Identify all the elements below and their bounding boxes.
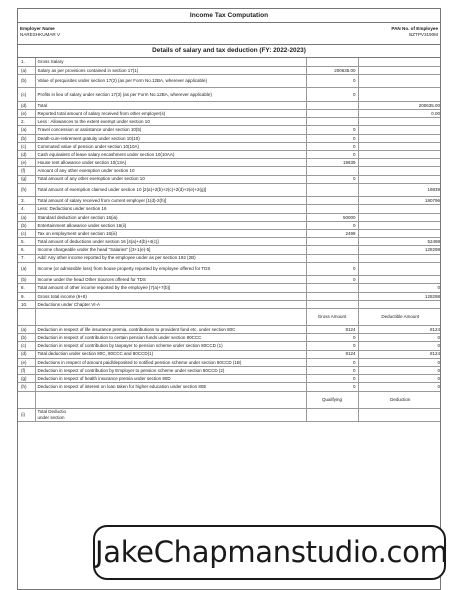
header-qualifying: Qualifying bbox=[306, 391, 358, 408]
row-gross-amount: 0 bbox=[306, 334, 358, 342]
table-row bbox=[18, 197, 441, 205]
table-row bbox=[18, 334, 441, 342]
row-number: (f) bbox=[18, 167, 35, 175]
row-description: Reported total amount of salary received from other employer(s) bbox=[35, 110, 306, 118]
row-gross-amount bbox=[306, 284, 358, 292]
row-deductible-amount bbox=[358, 167, 441, 175]
row-number: 6. bbox=[18, 246, 35, 254]
row-gross-amount: 8124 bbox=[306, 326, 358, 334]
row-gross-amount bbox=[306, 254, 358, 262]
row-description: Total deduction under section 80C, 80CCC and 80CCD(1) bbox=[35, 350, 306, 358]
watermark-banner: JakeChapmanstudio.com bbox=[93, 525, 446, 580]
row-description: Add: Any other income reported by the employee under as per section 192 (2B) bbox=[35, 254, 306, 262]
row-number: (c) bbox=[18, 88, 35, 102]
row-number: 4. bbox=[18, 205, 35, 213]
row-gross-amount: 0 bbox=[306, 126, 358, 134]
row-deductible-amount: 200635.00 bbox=[358, 101, 441, 109]
row-deductible-amount bbox=[358, 230, 441, 238]
table-row bbox=[18, 284, 441, 292]
table-row bbox=[18, 134, 441, 142]
row-gross-amount: 0 bbox=[306, 358, 358, 366]
row-gross-amount bbox=[306, 238, 358, 246]
table-row bbox=[18, 326, 441, 334]
row-deductible-amount bbox=[358, 66, 441, 74]
row-description: Entertainment allowance under section 16(ii) bbox=[35, 221, 306, 229]
table-row bbox=[18, 276, 441, 284]
row-description: Tax on employment under section 16(iii) bbox=[35, 230, 306, 238]
row-description: Total amount of exemption claimed under section 10 [2(a)+2(b)+2(c)+2(d)+2(e)+2(g)] bbox=[35, 183, 306, 197]
pan-block bbox=[391, 26, 438, 38]
row-deductible-amount bbox=[358, 159, 441, 167]
row-description: Deductions under Chapter VI-A bbox=[35, 300, 306, 308]
row-gross-amount bbox=[306, 300, 358, 308]
header-blank bbox=[35, 391, 306, 408]
row-deductible-amount bbox=[358, 205, 441, 213]
partial-line: Total Deductio bbox=[37, 409, 67, 415]
row-number: (h) bbox=[18, 383, 35, 391]
row-deductible-amount bbox=[358, 74, 441, 88]
row-description: Deduction in respect of contribution to certain pension funds under section 80CCC bbox=[35, 334, 306, 342]
row-number: (c) bbox=[18, 342, 35, 350]
row-number: (d) bbox=[18, 101, 35, 109]
row-number: (e) bbox=[18, 159, 35, 167]
salary-table-bottom bbox=[18, 326, 441, 392]
table-row bbox=[18, 110, 441, 118]
row-description: Total amount of deductions under section 16 [4(a)+4(b)+4(c)] bbox=[35, 238, 306, 246]
section-title: Details of salary and tax deduction (FY: 2022-2023) bbox=[18, 45, 440, 58]
row-deductible-amount bbox=[358, 126, 441, 134]
row-gross-amount: 0 bbox=[306, 74, 358, 88]
row-amount bbox=[306, 408, 358, 422]
deduction-header bbox=[18, 309, 441, 326]
row-number: (b) bbox=[18, 276, 35, 284]
row-number: (f) bbox=[18, 366, 35, 374]
table-row bbox=[18, 342, 441, 350]
row-number: (e) bbox=[18, 110, 35, 118]
row-description: Commuted value of pension under section 10(10A) bbox=[35, 142, 306, 150]
row-deductible-amount bbox=[358, 276, 441, 284]
row-number: (d) bbox=[18, 350, 35, 358]
table-row bbox=[18, 159, 441, 167]
row-number: (b) bbox=[18, 134, 35, 142]
row-deductible-amount bbox=[358, 213, 441, 221]
row-description: Profits in lieu of salary under section 17(3) (as per Form No.12BA, wherever applicable) bbox=[35, 88, 306, 102]
row-number: 7. bbox=[18, 254, 35, 262]
row-description: Income under the head Other Sources offered for TDS bbox=[35, 276, 306, 284]
row-gross-amount: 0 bbox=[306, 151, 358, 159]
row-gross-amount: 200635.00 bbox=[306, 66, 358, 74]
table-row bbox=[18, 74, 441, 88]
row-gross-amount bbox=[306, 110, 358, 118]
row-deductible-amount: 8124 bbox=[358, 350, 441, 358]
table-row bbox=[18, 300, 441, 308]
row-number: (c) bbox=[18, 142, 35, 150]
row-gross-amount: 0 bbox=[306, 276, 358, 284]
row-gross-amount: 0 bbox=[306, 88, 358, 102]
row-description: Value of perquisites under section 17(2) (as per Form No.12BA, wherever applicable) bbox=[35, 74, 306, 88]
row-number: 9. bbox=[18, 292, 35, 300]
table-row bbox=[18, 375, 441, 383]
row-deductible-amount: 128298 bbox=[358, 292, 441, 300]
table-row bbox=[18, 205, 441, 213]
row-description: Deduction in respect of contribution by Employer to pension scheme under section 80CCD (2) bbox=[35, 366, 306, 374]
row-description: Deductions in respect of amount paid/deposited to notified pension scheme under section 80CCD (1B) bbox=[35, 358, 306, 366]
table-row bbox=[18, 58, 441, 66]
row-number: 3. bbox=[18, 197, 35, 205]
row-number: (a) bbox=[18, 66, 35, 74]
employee-info-row bbox=[18, 23, 440, 45]
row-gross-amount: 0 bbox=[306, 366, 358, 374]
row-gross-amount bbox=[306, 183, 358, 197]
row-description: Cash equivalent of leave salary encashment under section 10(10AA) bbox=[35, 151, 306, 159]
row-number: 8. bbox=[18, 284, 35, 292]
row-deductible-amount bbox=[358, 262, 441, 276]
row-description: Salary as per provisions contained in section 17(1) bbox=[35, 66, 306, 74]
table-row bbox=[18, 142, 441, 150]
row-gross-amount bbox=[306, 167, 358, 175]
row-description: Gross total income (6+8) bbox=[35, 292, 306, 300]
row-description: Deduction in respect of health insurance premia under section 80D bbox=[35, 375, 306, 383]
header-gross-amount: Gross Amount bbox=[306, 309, 358, 326]
row-deductible-amount: 0 bbox=[358, 375, 441, 383]
row-deductible-amount bbox=[358, 151, 441, 159]
table-row bbox=[18, 175, 441, 183]
header-blank bbox=[18, 309, 35, 326]
row-number: (a) bbox=[18, 126, 35, 134]
row-gross-amount: 0 bbox=[306, 175, 358, 183]
row-number: (c) bbox=[18, 230, 35, 238]
row-description: Death-cum-retirement gratuity under section 10(10) bbox=[35, 134, 306, 142]
table-row bbox=[18, 366, 441, 374]
row-deductible-amount: 180796 bbox=[358, 197, 441, 205]
table-row bbox=[18, 350, 441, 358]
row-deductible-amount: 0 bbox=[358, 366, 441, 374]
row-deductible-amount: 8124 bbox=[358, 326, 441, 334]
row-amount bbox=[358, 408, 441, 422]
employer-name: NARESHKUMAR V bbox=[20, 32, 61, 37]
row-description: Total amount of salary received from current employer [1(d)-2(h)] bbox=[35, 197, 306, 205]
table-row bbox=[18, 221, 441, 229]
table-row bbox=[18, 230, 441, 238]
row-deductible-amount bbox=[358, 221, 441, 229]
row-gross-amount: 0 bbox=[306, 142, 358, 150]
row-gross-amount bbox=[306, 292, 358, 300]
row-number: (a) bbox=[18, 262, 35, 276]
row-deductible-amount: 19839 bbox=[358, 183, 441, 197]
row-number: 5. bbox=[18, 238, 35, 246]
row-gross-amount bbox=[306, 197, 358, 205]
row-gross-amount bbox=[306, 101, 358, 109]
row-number: (a) bbox=[18, 213, 35, 221]
row-deductible-amount: 52498 bbox=[358, 238, 441, 246]
row-description: Travel concession or assistance under section 10(5) bbox=[35, 126, 306, 134]
row-gross-amount: 2498 bbox=[306, 230, 358, 238]
header-deductible-amount: Deductible Amount bbox=[358, 309, 441, 326]
partial-rows bbox=[18, 391, 441, 422]
row-deductible-amount bbox=[358, 300, 441, 308]
table-row bbox=[18, 254, 441, 262]
row-number: (h) bbox=[18, 183, 35, 197]
table-row bbox=[18, 167, 441, 175]
header-blank bbox=[35, 309, 306, 326]
pan-label: PAN No. of Employee bbox=[391, 26, 438, 31]
row-number: (e) bbox=[18, 358, 35, 366]
row-description: Income chargeable under the head "Salaries" [(3+1(e)-5] bbox=[35, 246, 306, 254]
table-row bbox=[18, 66, 441, 74]
row-description: Less: Deductions under section 16 bbox=[35, 205, 306, 213]
table-row bbox=[18, 183, 441, 197]
row-gross-amount: 0 bbox=[306, 134, 358, 142]
row-description: Total bbox=[35, 101, 306, 109]
employer-label: Employer Name bbox=[20, 26, 55, 31]
salary-table-top bbox=[18, 58, 441, 309]
row-deductible-amount bbox=[358, 58, 441, 66]
row-number: (a) bbox=[18, 326, 35, 334]
table-row bbox=[18, 213, 441, 221]
tax-computation-sheet bbox=[17, 8, 441, 590]
employer-block bbox=[20, 26, 60, 38]
row-deductible-amount bbox=[358, 175, 441, 183]
document-title: Income Tax Computation bbox=[18, 9, 440, 23]
table-row bbox=[18, 88, 441, 102]
row-description: House rent allowance under section 10(13A) bbox=[35, 159, 306, 167]
row-number: 10. bbox=[18, 300, 35, 308]
row-description: Deduction in respect of life insurance premia, contributions to provident fund etc. under section 80C bbox=[35, 326, 306, 334]
row-number: (i) bbox=[18, 408, 35, 422]
row-description: Deduction in respect of interest on loan taken for higher education under section 80E bbox=[35, 383, 306, 391]
table-row bbox=[18, 118, 441, 126]
row-number: (b) bbox=[18, 221, 35, 229]
row-number: (d) bbox=[18, 151, 35, 159]
row-deductible-amount bbox=[358, 134, 441, 142]
row-number: (g) bbox=[18, 175, 35, 183]
row-gross-amount: 8124 bbox=[306, 350, 358, 358]
row-number: (b) bbox=[18, 334, 35, 342]
partial-line: under section bbox=[37, 414, 65, 420]
row-description: Income (or admissible loss) from house property reported by employee offered for TDS bbox=[35, 262, 306, 276]
row-gross-amount: 19839 bbox=[306, 159, 358, 167]
row-description: Less : Allowances to the extent exempt under section 10 bbox=[35, 118, 306, 126]
row-number: 2. bbox=[18, 118, 35, 126]
row-gross-amount bbox=[306, 118, 358, 126]
row-description: Standard deduction under section 16(ia) bbox=[35, 213, 306, 221]
row-number: (b) bbox=[18, 74, 35, 88]
row-deductible-amount: 128298 bbox=[358, 246, 441, 254]
row-description: Total amount of any other exemption under section 10 bbox=[35, 175, 306, 183]
row-deductible-amount bbox=[358, 254, 441, 262]
row-description: Gross Salary bbox=[35, 58, 306, 66]
row-description bbox=[35, 408, 306, 422]
row-number: 1. bbox=[18, 58, 35, 66]
table-row bbox=[18, 126, 441, 134]
row-gross-amount: 0 bbox=[306, 262, 358, 276]
table-row bbox=[18, 358, 441, 366]
row-gross-amount bbox=[306, 246, 358, 254]
pan-number: BZTPV3190M bbox=[409, 32, 438, 37]
row-description: Total amount of other income reported by the employee [7(a)+7(b)] bbox=[35, 284, 306, 292]
row-deductible-amount bbox=[358, 142, 441, 150]
row-deductible-amount bbox=[358, 118, 441, 126]
header-deduction: Deduction bbox=[358, 391, 441, 408]
row-deductible-amount: 0 bbox=[358, 383, 441, 391]
table-row bbox=[18, 262, 441, 276]
row-gross-amount: 0 bbox=[306, 342, 358, 350]
table-row bbox=[18, 101, 441, 109]
row-deductible-amount bbox=[358, 88, 441, 102]
row-gross-amount bbox=[306, 58, 358, 66]
table-row bbox=[18, 238, 441, 246]
row-deductible-amount: 0 bbox=[358, 334, 441, 342]
row-gross-amount: 50000 bbox=[306, 213, 358, 221]
row-deductible-amount: 0 bbox=[358, 342, 441, 350]
row-gross-amount: 0 bbox=[306, 375, 358, 383]
salary-table bbox=[18, 58, 441, 422]
row-description: Amount of any other exemption under section 10 bbox=[35, 167, 306, 175]
table-row bbox=[18, 292, 441, 300]
row-gross-amount: 0 bbox=[306, 383, 358, 391]
row-deductible-amount: 0 bbox=[358, 284, 441, 292]
row-number: (g) bbox=[18, 375, 35, 383]
header-blank bbox=[18, 391, 35, 408]
table-row bbox=[18, 151, 441, 159]
row-deductible-amount: 0 bbox=[358, 358, 441, 366]
row-description: Deduction in respect of contribution by taxpayer to pension scheme under section 80CCD (1) bbox=[35, 342, 306, 350]
row-gross-amount bbox=[306, 205, 358, 213]
table-row bbox=[18, 246, 441, 254]
row-gross-amount: 0 bbox=[306, 221, 358, 229]
table-row bbox=[18, 383, 441, 391]
row-deductible-amount: 0.00 bbox=[358, 110, 441, 118]
